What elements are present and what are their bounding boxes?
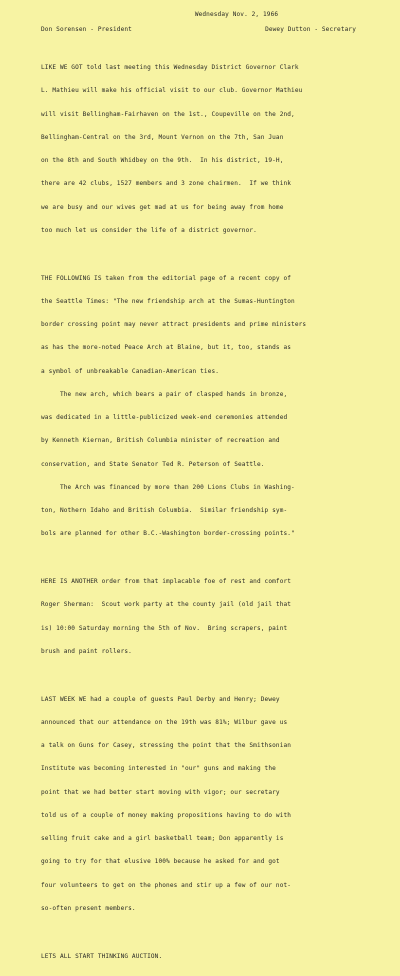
paragraph-line: conservation, and State Senator Ted R. Peterson of Seattle. (41, 460, 265, 468)
paragraph-line: as has the more-noted Peace Arch at Blaine, but it, too, stands as (41, 344, 292, 352)
paragraph-line: going to try for that elusive 100% because he asked for and got (41, 858, 280, 866)
paragraph-line: point that we had better start moving with vigor; our secretary (41, 788, 280, 796)
paragraph-line: THE FOLLOWING IS taken from the editorial page of a recent copy of (41, 274, 292, 282)
paragraph-line: so-often present members. (41, 904, 136, 912)
paragraph-line: LETS ALL START THINKING AUCTION. (41, 952, 163, 960)
paragraph-line: LIKE WE GOT told last meeting this Wednesday District Governor Clark (41, 64, 299, 71)
paragraph-line: ton, Nothern Idaho and British Columbia. Similar friendship sym- (41, 507, 288, 514)
paragraph-line: Institute was becoming interested in "our" guns and making the (41, 765, 276, 773)
paragraph-last-week (41, 680, 380, 928)
paragraph-line: brush and paint rollers. (41, 647, 132, 655)
paragraph-friendship-arch (41, 259, 380, 554)
paragraph-line: L. Mathieu will make his official visit to our club. Governor Mathieu (41, 87, 303, 95)
paragraph-line: a symbol of unbreakable Canadian-American ties. (41, 367, 220, 375)
paragraph-work-party (41, 563, 380, 672)
paragraph-line: too much let us consider the life of a district governor. (41, 226, 257, 234)
president-label: Don Sorensen - President (41, 25, 132, 33)
paragraph-line: Roger Sherman: Scout work party at the county jail (old jail that (41, 601, 292, 609)
secretary-label: Dewey Dutton - Secretary (265, 25, 356, 33)
paragraph-line: told us of a couple of money making propositions having to do with (41, 811, 292, 819)
paragraph-line: a talk on Guns for Casey, stressing the point that the Smithsonian (41, 742, 292, 749)
paragraph-line: announced that our attendance on the 19th was 81%; Wilbur gave us (41, 718, 288, 726)
paragraph-auction (41, 937, 380, 976)
paragraph-line: The Arch was financed by more than 200 Lions Clubs in Washing- (41, 483, 295, 491)
newsletter-date: Wednesday Nov. 2, 1966 (194, 11, 279, 18)
paragraph-line: border crossing point may never attract presidents and prime ministers (41, 321, 307, 328)
paragraph-line: bols are planned for other B.C.-Washington border-crossing points." (41, 530, 295, 538)
paragraph-line: the Seattle Times: "The new friendship arch at the Sumas-Huntington (41, 297, 295, 305)
officers-line (41, 26, 380, 34)
paragraph-line: is) 10:00 Saturday morning the 5th of Nov. Bring scrapers, paint (41, 624, 288, 632)
paragraph-line: LAST WEEK WE had a couple of guests Paul Derby and Henry; Dewey (41, 695, 280, 703)
paragraph-line: Bellingham-Central on the 3rd, Mount Vernon on the 7th, San Juan (41, 133, 284, 141)
paragraph-line: The new arch, which bears a pair of clasped hands in bronze, (41, 390, 288, 398)
paragraph-line: there are 42 clubs, 1527 members and 3 zone chairmen. If we think (41, 180, 292, 188)
paragraph-line: HERE IS ANOTHER order from that implacable foe of rest and comfort (41, 578, 292, 585)
paragraph-governor-visit (41, 49, 380, 251)
paragraph-line: on the 8th and South Whidbey on the 9th. In his district, 19-H, (41, 157, 284, 164)
paragraph-line: four volunteers to get on the phones and stir up a few of our not- (41, 881, 292, 889)
paragraph-line: will visit Bellingham-Fairhaven on the 1st., Coupeville on the 2nd, (41, 110, 295, 118)
paragraph-line: by Kenneth Kiernan, British Columbia minister of recreation and (41, 437, 280, 445)
paragraph-line: was dedicated in a little-publicized week-end ceremonies attended (41, 414, 288, 421)
paragraph-line: selling fruit cake and a girl basketball team; Don apparently is (41, 835, 284, 842)
paragraph-line: we are busy and our wives get mad at us for being away from home (41, 203, 284, 211)
